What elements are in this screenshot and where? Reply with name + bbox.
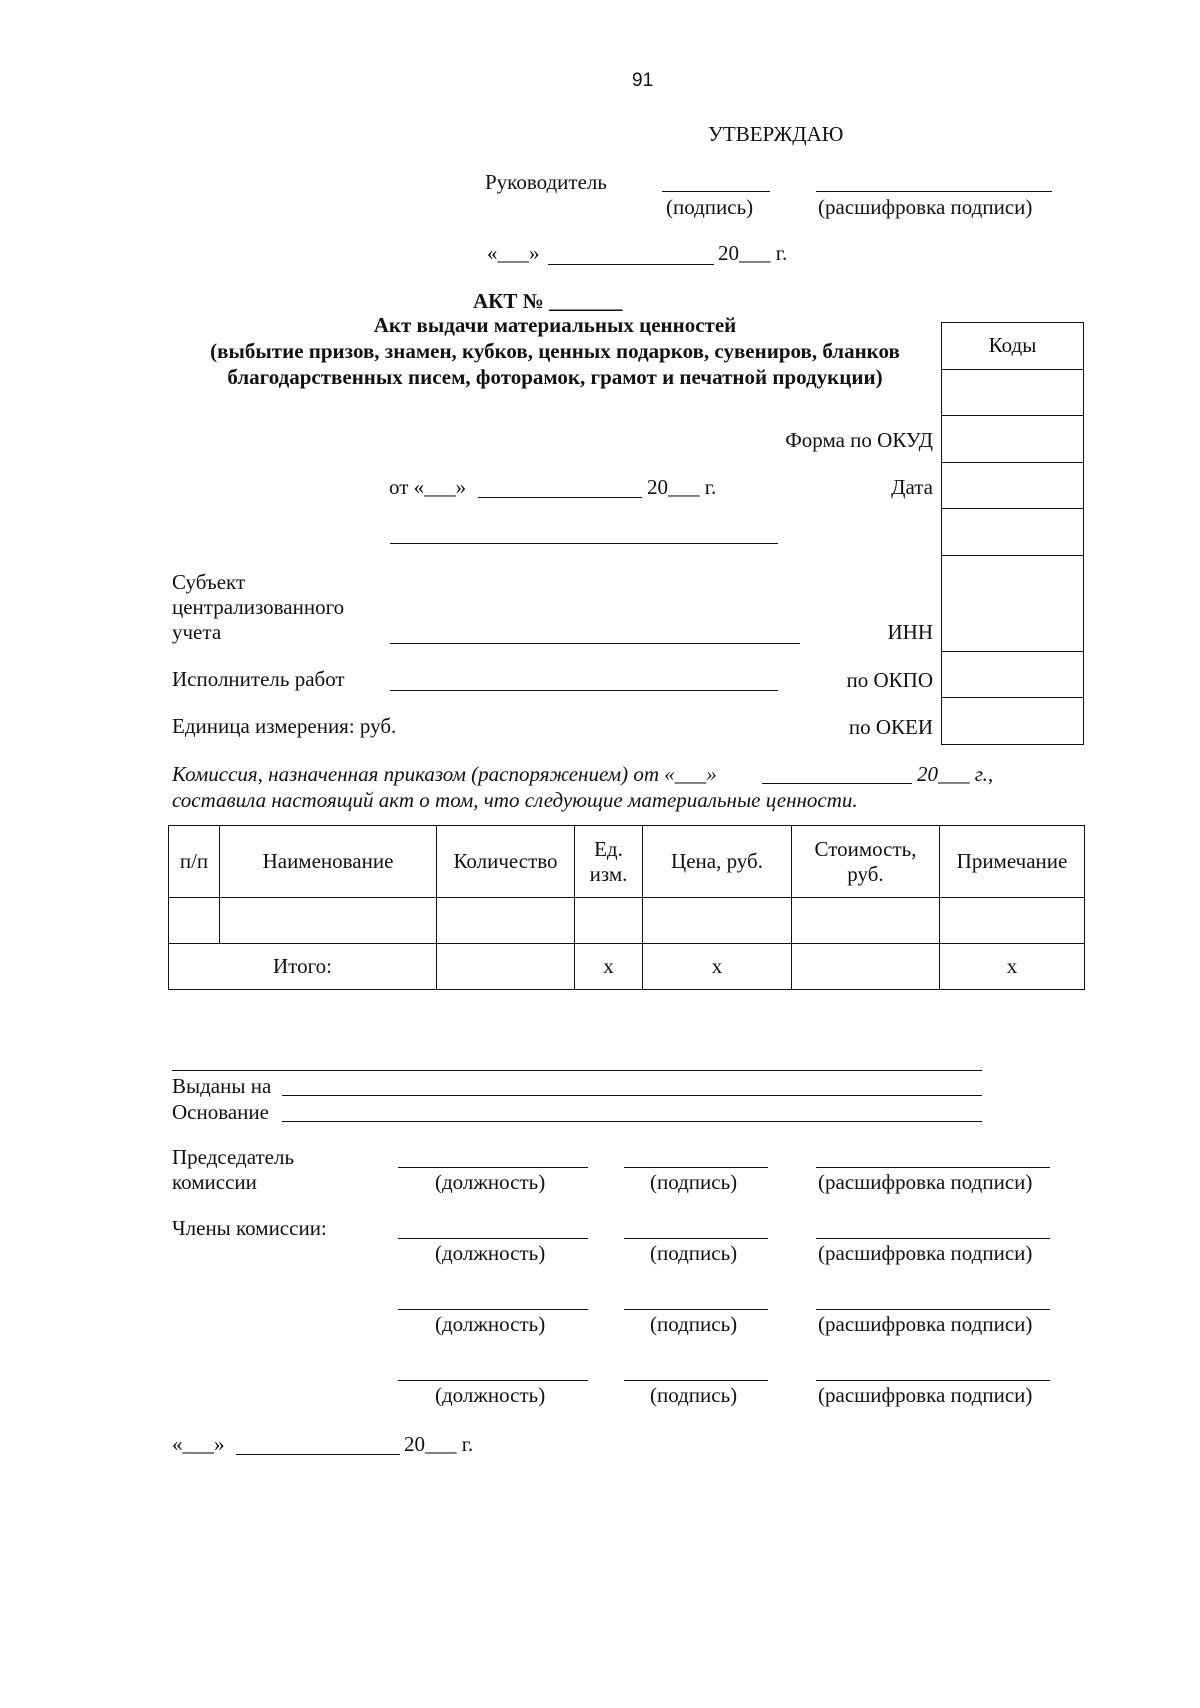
position-line[interactable] <box>398 1167 588 1168</box>
header-cost-2: руб. <box>847 861 884 886</box>
cell-unit[interactable] <box>575 898 643 944</box>
inn-label: ИНН <box>887 620 933 644</box>
head-signature-caption: (подпись) <box>666 195 754 219</box>
head-decode-caption: (расшифровка подписи) <box>818 195 1033 219</box>
issued-to-line[interactable] <box>282 1095 982 1096</box>
cell-name[interactable] <box>220 898 437 944</box>
final-date-open: «___» <box>172 1432 225 1456</box>
decode-caption: (расшифровка подписи) <box>818 1241 1033 1265</box>
basis-label: Основание <box>172 1100 269 1124</box>
cell-note[interactable] <box>940 898 1085 944</box>
commission-text-1: Комиссия, назначенная приказом (распоряжением) от «___» <box>172 762 717 786</box>
page-number: 91 <box>632 70 654 91</box>
head-label: Руководитель <box>485 170 607 194</box>
subject-line[interactable] <box>390 643 800 644</box>
signature-line[interactable] <box>624 1167 768 1168</box>
signature-caption: (подпись) <box>650 1383 738 1407</box>
commission-text-2: составила настоящий акт о том, что следующие материальные ценности. <box>172 788 858 812</box>
codes-cell-inn[interactable] <box>942 555 1084 651</box>
decode-caption: (расшифровка подписи) <box>818 1170 1033 1194</box>
codes-cell-okud[interactable] <box>942 416 1084 463</box>
commission-text-year: 20___ г., <box>917 762 994 786</box>
position-caption: (должность) <box>435 1383 546 1407</box>
header-note: Примечание <box>940 826 1085 898</box>
approve-date-year: 20___ г. <box>718 241 788 265</box>
decode-caption: (расшифровка подписи) <box>818 1383 1033 1407</box>
date-from-line <box>478 497 642 498</box>
cell-qty[interactable] <box>437 898 575 944</box>
approve-date-line <box>548 264 714 265</box>
signature-caption: (подпись) <box>650 1312 738 1336</box>
issued-to-label: Выданы на <box>172 1074 272 1098</box>
basis-line[interactable] <box>282 1121 982 1122</box>
position-caption: (должность) <box>435 1312 546 1336</box>
position-line[interactable] <box>398 1380 588 1381</box>
position-line[interactable] <box>398 1238 588 1239</box>
act-subtitle-1: (выбытие призов, знамен, кубков, ценных подарков, сувениров, бланков <box>210 339 900 363</box>
okpo-label: по ОКПО <box>846 668 933 692</box>
codes-cell-date[interactable] <box>942 462 1084 509</box>
signature-caption: (подпись) <box>650 1241 738 1265</box>
total-unit-x: x <box>575 944 643 990</box>
header-unit <box>575 826 643 898</box>
table-row <box>169 898 1085 944</box>
head-signature-line <box>662 191 770 192</box>
codes-header: Коды <box>942 323 1084 370</box>
position-caption: (должность) <box>435 1241 546 1265</box>
signature-caption: (подпись) <box>650 1170 738 1194</box>
executor-line[interactable] <box>390 690 778 691</box>
total-price-x: x <box>643 944 792 990</box>
header-cost-1: Стоимость, <box>814 837 917 862</box>
goods-table <box>168 825 1085 990</box>
date-from-year: 20___ г. <box>647 475 717 499</box>
decode-caption: (расшифровка подписи) <box>818 1312 1033 1336</box>
executor-label: Исполнитель работ <box>172 667 345 691</box>
codes-cell-okpo[interactable] <box>942 651 1084 698</box>
codes-cell-extra[interactable] <box>942 509 1084 556</box>
cell-price[interactable] <box>643 898 792 944</box>
subject-label-2: централизованного <box>172 595 345 619</box>
members-label: Члены комиссии: <box>172 1216 327 1240</box>
header-num: п/п <box>169 826 220 898</box>
codes-cell-okei[interactable] <box>942 698 1084 745</box>
cell-num[interactable] <box>169 898 220 944</box>
codes-table <box>941 322 1084 745</box>
total-note-x: x <box>940 944 1085 990</box>
date-from-prefix: от «___» <box>389 475 467 499</box>
okei-label: по ОКЕИ <box>848 715 933 739</box>
unit-label: Единица измерения: руб. <box>172 714 397 738</box>
chairman-label-2: комиссии <box>172 1170 257 1194</box>
signature-line[interactable] <box>624 1309 768 1310</box>
position-line[interactable] <box>398 1309 588 1310</box>
head-decode-line <box>816 191 1052 192</box>
header-price: Цена, руб. <box>643 826 792 898</box>
header-unit-1: Ед. <box>594 837 623 862</box>
codes-cell-blank[interactable] <box>942 369 1084 416</box>
organization-line <box>390 543 778 544</box>
date-label: Дата <box>891 475 933 499</box>
cell-cost[interactable] <box>792 898 940 944</box>
header-cost <box>792 826 940 898</box>
total-row <box>169 944 1085 990</box>
final-date-year: 20___ г. <box>404 1432 474 1456</box>
subject-label-1: Субъект <box>172 570 246 594</box>
commission-date-line <box>762 783 912 784</box>
total-qty[interactable] <box>437 944 575 990</box>
decode-line[interactable] <box>816 1309 1050 1310</box>
act-title: Акт выдачи материальных ценностей <box>373 313 737 337</box>
approve-title: УТВЕРЖДАЮ <box>708 122 844 146</box>
approve-date-open: «___» <box>487 241 540 265</box>
header-qty: Количество <box>437 826 575 898</box>
final-date-line <box>236 1454 400 1455</box>
subject-label-3: учета <box>172 620 222 644</box>
form-okud-label: Форма по ОКУД <box>785 428 933 452</box>
chairman-label-1: Председатель <box>172 1145 295 1169</box>
decode-line[interactable] <box>816 1380 1050 1381</box>
header-name: Наименование <box>220 826 437 898</box>
position-caption: (должность) <box>435 1170 546 1194</box>
signature-line[interactable] <box>624 1238 768 1239</box>
issued-top-line <box>172 1070 982 1071</box>
decode-line[interactable] <box>816 1167 1050 1168</box>
total-label: Итого: <box>169 944 437 990</box>
act-number: АКТ № _______ <box>473 289 623 313</box>
act-subtitle-2: благодарственных писем, фоторамок, грамот и печатной продукции) <box>227 365 883 389</box>
signature-line[interactable] <box>624 1380 768 1381</box>
header-unit-2: изм. <box>589 861 628 886</box>
total-cost[interactable] <box>792 944 940 990</box>
decode-line[interactable] <box>816 1238 1050 1239</box>
